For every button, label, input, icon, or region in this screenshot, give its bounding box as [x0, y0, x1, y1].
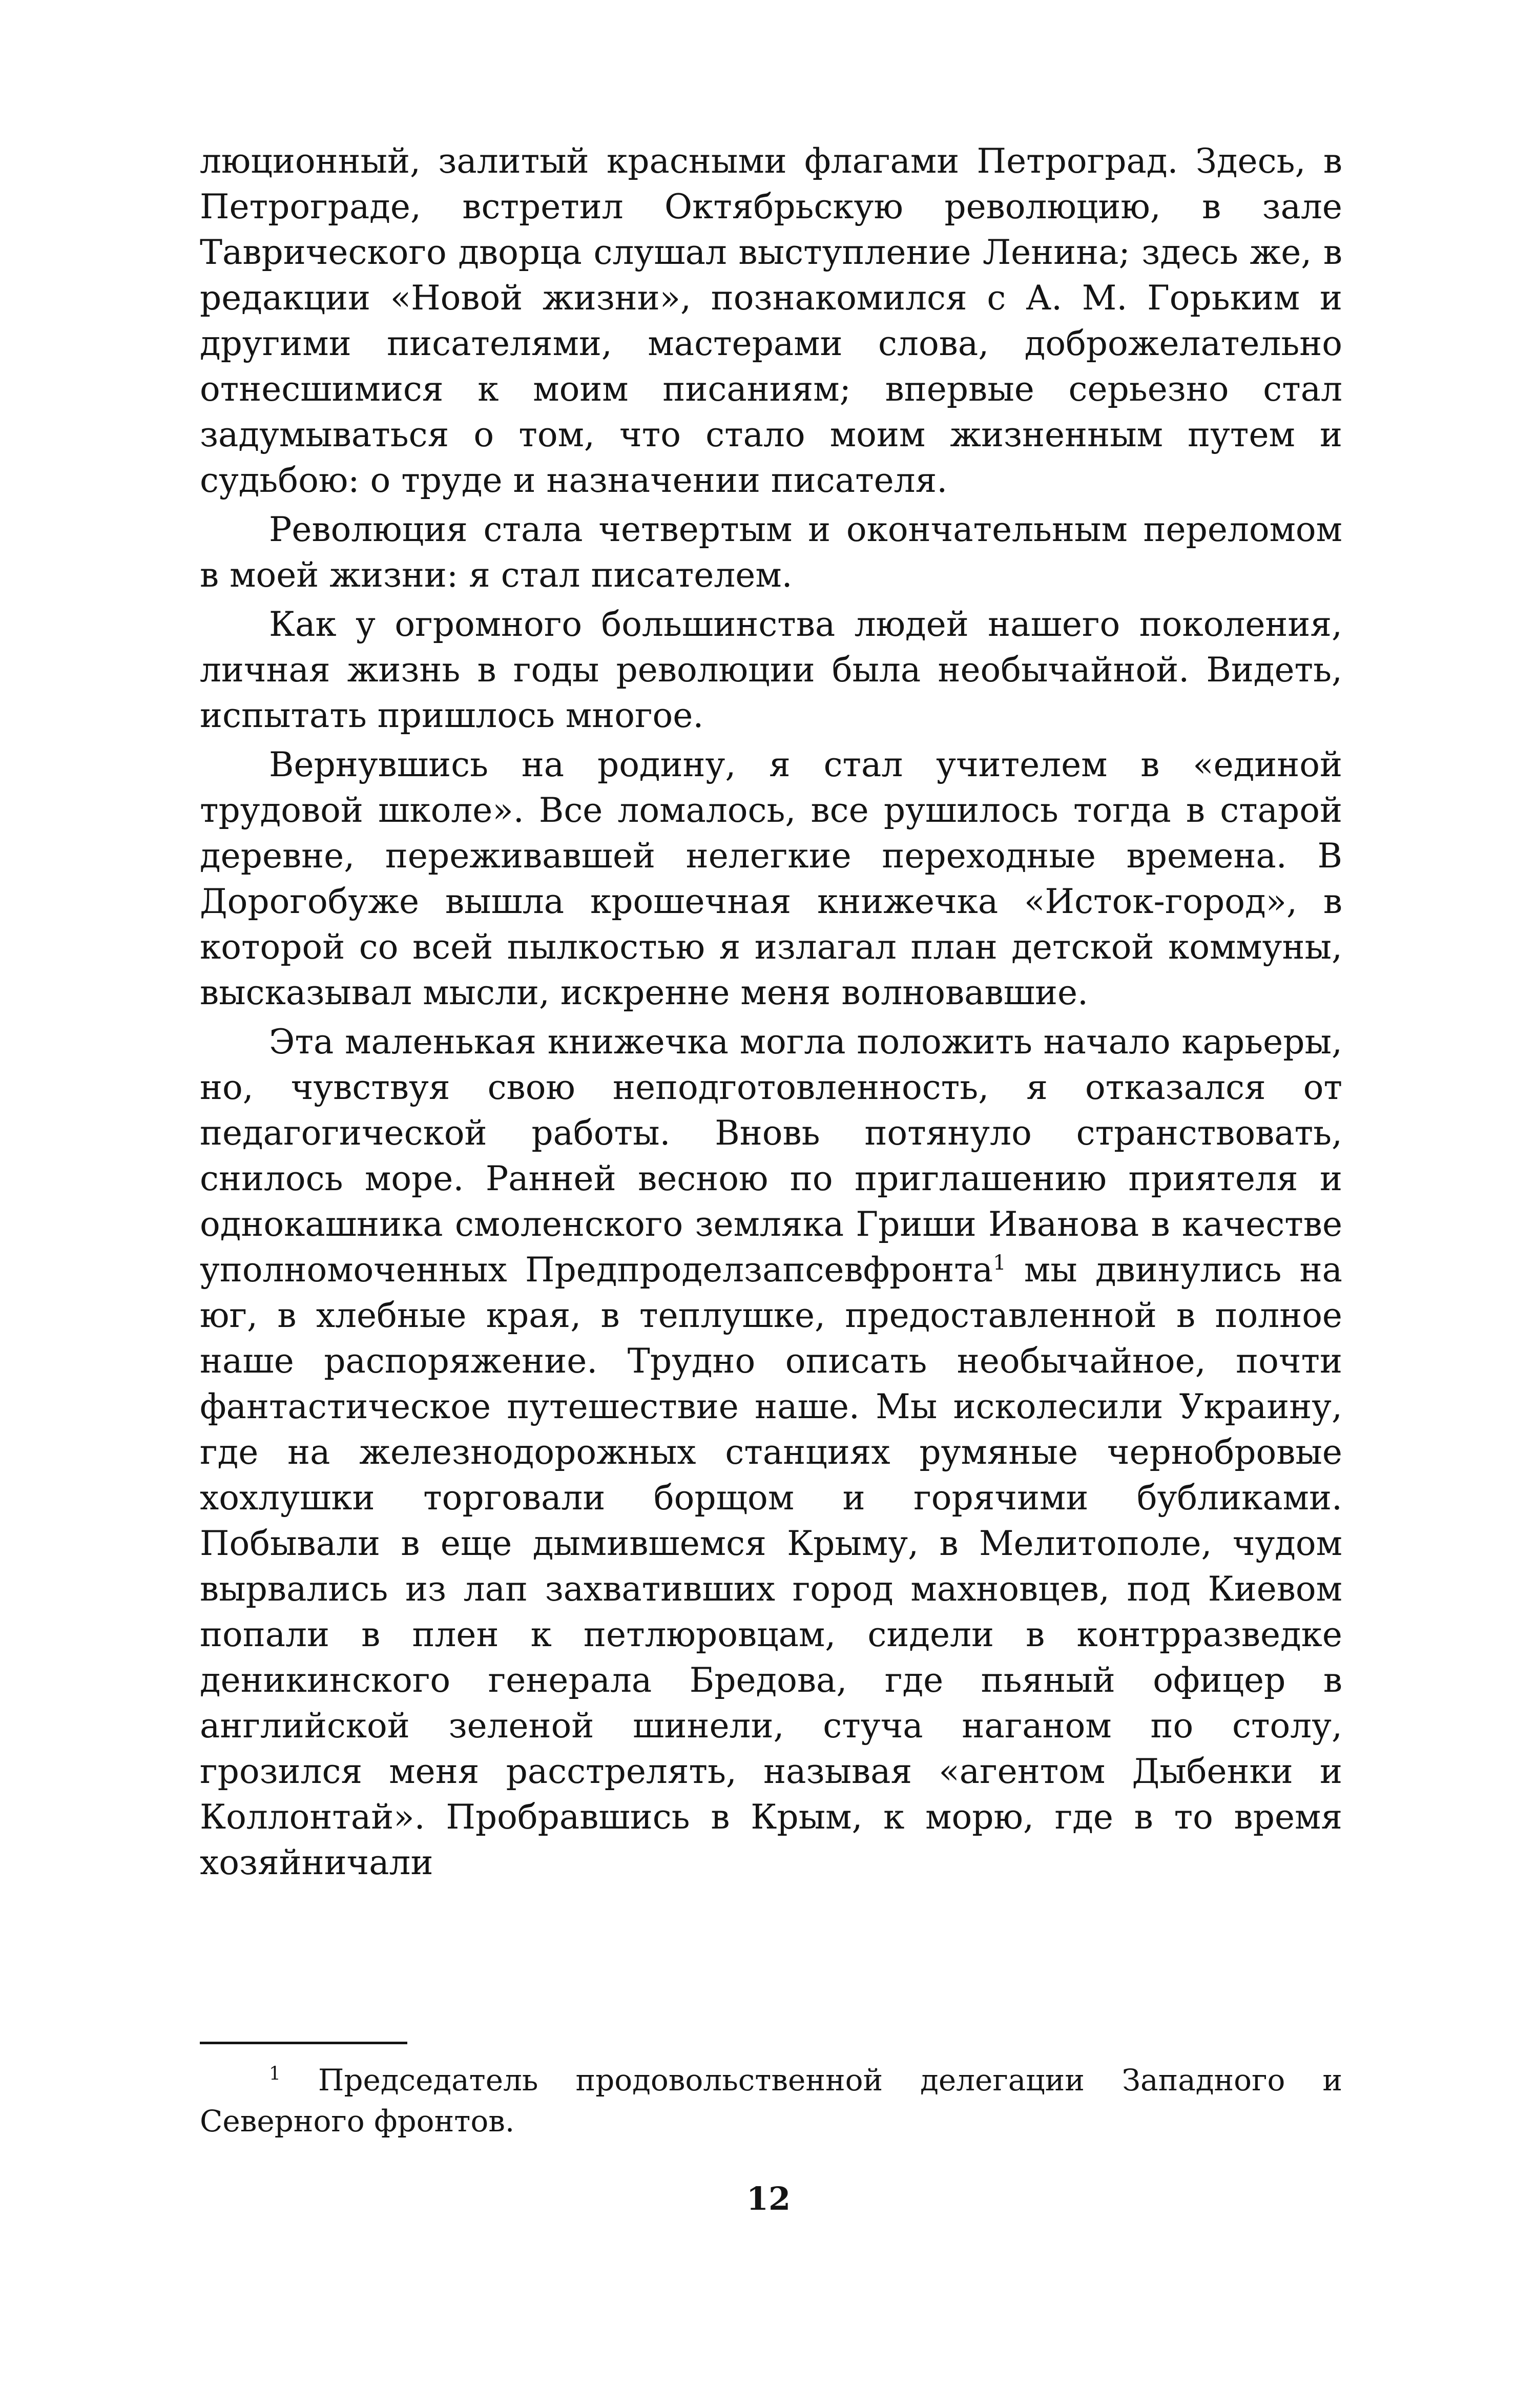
paragraph: люционный, залитый красными флагами Петроград. Здесь, в Петрограде, встретил Октябрьскую революцию, в зале Таврического дворца слушал выступление Ленина; здесь же, в редакции «Новой жизни», познакомился с А. М. Горьким и другими писателями, мастерами слова, доброжелательно отнесшимися к моим писаниям; впервые серьезно стал задумываться о том, что стало моим жизненным путем и судьбою: о труде и назначении писателя.: [200, 141, 1342, 500]
paragraph: Вернувшись на родину, я стал учителем в «единой трудовой школе». Все ломалось, все рушилось тогда в старой деревне, переживавшей нелегкие переходные времена. В Дорогобуже вышла крошечная книжечка «Исток-город», в которой со всей пылкостью я излагал план детской коммуны, высказывал мысли, искренне меня волновавшие.: [200, 745, 1342, 1012]
footnote-text: Председатель продовольственной делегации Западного и Северного фронтов.: [200, 2063, 1342, 2139]
paragraph: [200, 1019, 1342, 1885]
paragraph: Революция стала четвертым и окончательным переломом в моей жизни: я стал писателем.: [200, 510, 1342, 595]
footnote-divider: [200, 2042, 407, 2044]
page-number: 12: [746, 2180, 791, 2217]
footnote-reference[interactable]: 1: [993, 1251, 1006, 1275]
paragraph: Как у огромного большинства людей нашего поколения, личная жизнь в годы революции была необычайной. Видеть, испытать пришлось многое.: [200, 605, 1342, 735]
footnote: [200, 2060, 1342, 2142]
paragraph-text: мы двинулись на юг, в хлебные края, в теплушке, предоставленной в полное наше распоряжение. Трудно описать необычайное, почти фантастическое путешествие наше. Мы исколесили Украину, где на железнодорожных станциях румяные чернобровые хохлушки торговали борщом и горячими бубликами. Побывали в еще дымившемся Крыму, в Мелитополе, чудом вырвались из лап захвативших город махновцев, под Киевом попали в плен к петлюровцам, сидели в контрразведке деникинского генерала Бредова, где пьяный офицер в английской зеленой шинели, стуча наганом по столу, грозился меня расстрелять, называя «агентом Дыбенки и Коллонтай». Пробравшись в Крым, к морю, где в то время хозяйничали: [200, 1250, 1342, 1882]
page-body: [200, 138, 1342, 1885]
footnote-mark: 1: [269, 2063, 281, 2085]
paragraph-text: Эта маленькая книжечка могла положить начало карьеры, но, чувствуя свою неподготовленность, я отказался от педагогической работы. Вновь потянуло странствовать, снилось море. Ранней весною по приглашению приятеля и однокашника смоленского земляка Гриши Иванова в качестве уполномоченных Предпроделзапсевфронта: [200, 1022, 1342, 1290]
